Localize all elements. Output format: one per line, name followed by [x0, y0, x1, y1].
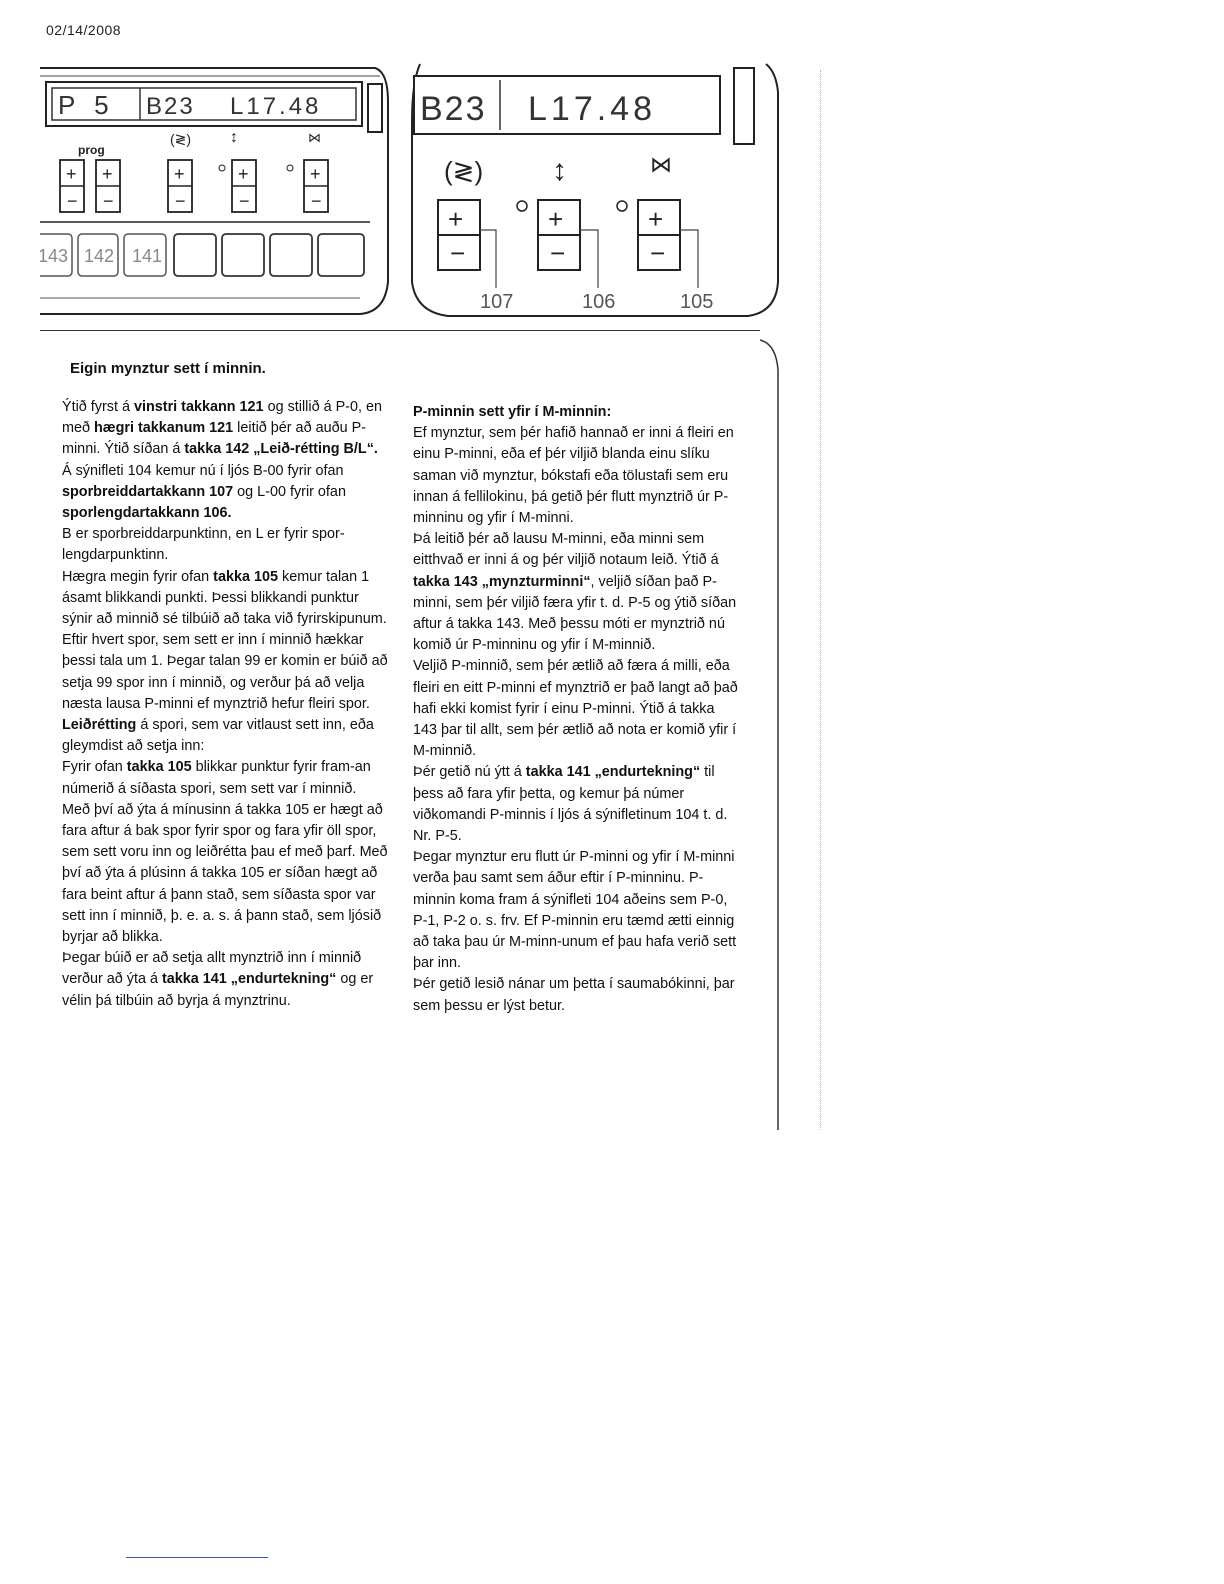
bold-text-run: takka 105 — [213, 568, 278, 585]
text-run: á spori, sem var vitlaust sett inn, eða gleymdist að setja inn: — [62, 717, 374, 755]
text-run: Á sýnifleti 104 kemur nú í ljós B-00 fyrir ofan — [62, 462, 344, 479]
paragraph — [413, 974, 739, 1016]
article-right-column — [413, 402, 739, 1017]
rocker-105[interactable] — [304, 160, 328, 212]
svg-text:+: + — [238, 164, 249, 184]
bold-text-run: takka 142 „Leið-rétting B/L“. — [184, 441, 378, 458]
detail-length-icon: ↕ — [552, 154, 567, 187]
stitch-length-icon: ↕ — [230, 129, 238, 146]
text-run: Þegar mynztur eru flutt úr P-minni og yfir í M-minni verða þau samt sem áður eftir í P-minninu. P-minnin koma fram á sýnifleti 104 aðeins sem P-0, P-1, P-2 o. s. frv. Ef P-minnin eru tæmd ætti einnig að taka þau úr M-minn-unum ef þau hafa verið sett þar inn. — [413, 849, 737, 972]
bold-text-run: P-minnin sett yfir í M-minnin: — [413, 404, 612, 420]
svg-text:+: + — [648, 204, 664, 234]
display-p-readout: P 5 — [58, 90, 115, 120]
bold-text-run: takka 143 „mynzturminni“ — [413, 573, 591, 590]
text-run: Þá leitið þér að lausu M-minni, eða minni sem eitthvað er inni á og þér viljið notaum leið. Ýtið á — [413, 531, 719, 569]
article-left-column — [62, 397, 388, 1012]
label-105: 105 — [680, 291, 714, 313]
bold-text-run: takka 141 „endurtekning“ — [525, 764, 701, 781]
zigzag-width-icon: (≷) — [170, 131, 192, 147]
bold-text-run: takka 141 „endurtekning“ — [162, 971, 337, 988]
paragraph — [62, 715, 388, 757]
svg-text:−: − — [550, 238, 566, 268]
article-heading: Eigin mynztur sett í minnin. — [70, 360, 266, 377]
svg-text:143: 143 — [40, 246, 69, 266]
display-l-readout: L17.48 — [230, 93, 322, 120]
paragraph — [413, 762, 739, 847]
text-run: Veljið P-minnið, sem þér ætlið að færa á milli, eða fleiri en eitt P-minni ef mynztrið er það langt að það hafi ekki komist fyrir í einu P-minni. Ýtið á takka 143 þar til allt, sem þér ætlið að nota er komið yfir í M-minnið. — [413, 658, 738, 760]
svg-text:+: + — [66, 164, 77, 184]
mirror-icon: ⋈ — [308, 130, 321, 145]
key-141[interactable] — [124, 234, 166, 276]
control-panel-figure — [40, 62, 390, 322]
paragraph — [413, 423, 739, 529]
text-run: til þess að fara yfir þetta, og kemur þá númer viðkomandi P-minnis í ljós á sýnifletinum 104 t. d. Nr. P-5. — [413, 764, 728, 845]
svg-text:+: + — [174, 164, 185, 184]
detail-zigzag-icon: (≷) — [444, 156, 484, 186]
paragraph — [62, 567, 388, 715]
text-run: Ýtið fyrst á — [62, 399, 134, 415]
prog-right-rocker[interactable] — [96, 160, 120, 212]
bold-text-run: vinstri takkann 121 — [133, 399, 264, 415]
text-run: B er sporbreiddarpunktinn, en L er fyrir spor-lengdarpunktinn. — [62, 526, 345, 564]
key-blank-3[interactable] — [270, 234, 312, 276]
detail-display-l: L17.48 — [528, 90, 656, 128]
svg-text:141: 141 — [132, 246, 163, 266]
label-106: 106 — [582, 291, 616, 313]
svg-text:142: 142 — [84, 246, 115, 266]
scan-edge-line — [820, 70, 821, 1130]
detail-rocker-107[interactable] — [438, 200, 480, 270]
key-blank-4[interactable] — [318, 234, 364, 276]
text-run: , veljið síðan það P-minni, sem þér viljið færa yfir t. d. P-5 og ýtið síðan aftur á takka 143. Með þessu móti er mynztrið nú komið úr P-minninu og yfir í M-minnið. — [413, 573, 737, 654]
text-run: Þér getið nú ýtt á — [413, 764, 526, 781]
paragraph — [413, 402, 739, 423]
key-blank-1[interactable] — [174, 234, 216, 276]
detail-mirror-icon: ⋈ — [650, 152, 672, 177]
control-panel-illustration — [40, 62, 390, 322]
width-rocker-107[interactable] — [168, 160, 192, 212]
bold-text-run: sporlengdartakkann 106. — [62, 505, 232, 522]
key-142[interactable] — [78, 234, 118, 276]
text-run: Hægra megin fyrir ofan — [62, 568, 214, 585]
length-rocker-106[interactable] — [232, 160, 256, 212]
footer-underline — [126, 1557, 268, 1558]
text-run: og er vélin þá tilbúin að byrja á mynztrinu. — [62, 971, 374, 1009]
detail-rocker-106[interactable] — [538, 200, 580, 270]
paragraph — [62, 757, 388, 948]
svg-text:−: − — [239, 191, 250, 211]
display-b-readout: B23 — [146, 93, 195, 120]
rocker-detail-figure — [408, 62, 786, 322]
svg-text:+: + — [548, 204, 564, 234]
bold-text-run: hægri takkanum 121 — [94, 420, 234, 437]
svg-text:+: + — [448, 204, 464, 234]
bold-text-run: sporbreiddartakkann 107 — [62, 483, 234, 500]
paragraph — [413, 847, 739, 974]
svg-text:+: + — [102, 164, 113, 184]
bold-text-run: Leiðrétting — [62, 717, 137, 734]
paragraph — [62, 397, 388, 524]
paragraph — [413, 656, 739, 762]
detail-display-b: B23 — [420, 90, 487, 128]
paragraph — [62, 948, 388, 1012]
paragraph — [413, 529, 739, 656]
text-run: Þegar búið er að setja allt mynztrið inn í minnið verður að ýta á — [62, 950, 362, 988]
text-run: leitið þér að auðu P-minni. Ýtið síðan á — [62, 420, 366, 458]
text-run: Ef mynztur, sem þér hafið hannað er inni á fleiri en einu P-minni, eða ef þér viljið blanda einu slíku saman við mynztur, bókstafi eða tölustafi sem eru innan á fellilokinu, þá getið þér flutt mynztrið úr P-minninu og yfir í M-minni. — [413, 425, 734, 527]
section-divider — [40, 330, 760, 331]
label-107: 107 — [480, 291, 514, 313]
svg-text:−: − — [67, 191, 78, 211]
bold-text-run: takka 105 — [126, 759, 192, 776]
svg-text:−: − — [175, 191, 186, 211]
key-blank-2[interactable] — [222, 234, 264, 276]
page-bracket — [760, 330, 790, 1130]
svg-text:−: − — [450, 238, 466, 268]
rocker-detail-illustration — [408, 62, 786, 322]
detail-rocker-105[interactable] — [638, 200, 680, 270]
text-run: Fyrir ofan — [62, 759, 127, 776]
text-run: Þér getið lesið nánar um þetta í saumabókinni, þar sem þessu er lýst betur. — [413, 976, 735, 1014]
text-run: og L-00 fyrir ofan — [233, 483, 346, 500]
text-run: blikkar punktur fyrir fram-an númerið á síðasta spori, sem sett var í minnið. Með því að ýta á mínusinn á takka 105 er hægt að fara aftur á bak spor fyrir spor og fara yfir öll spor, sem sett voru inn og leiðrétta þau ef með þarf. Með því að ýta á plúsinn á takka 105 er síðan hægt að fara beint aftur á þann stað, sem síðasta spor var sett inn í minnið, þ. e. a. s. á þann stað, sem ljósið byrjar að blikka. — [62, 759, 388, 946]
prog-label: prog — [78, 143, 105, 157]
svg-text:−: − — [103, 191, 114, 211]
prog-left-rocker[interactable] — [60, 160, 84, 212]
key-143[interactable] — [40, 234, 72, 276]
svg-text:−: − — [650, 238, 666, 268]
text-run: og stillið á P-0, en með — [62, 399, 382, 437]
document-date: 02/14/2008 — [46, 22, 122, 38]
svg-text:+: + — [310, 164, 321, 184]
paragraph — [62, 524, 388, 566]
svg-text:−: − — [311, 191, 322, 211]
text-run: kemur talan 1 ásamt blikkandi punkti. Þessi blikkandi punktur sýnir að minnið sé tilbúið að taka við fyrirskipunum. Eftir hvert spor, sem sett er inn í minnið hækkar þessi tala um 1. Þegar talan 99 er komin er búið að setja 99 spor inn í minnið, og verður þá að velja næsta lausa P-minni ef mynztrið hefur fleiri spor. — [62, 568, 388, 712]
